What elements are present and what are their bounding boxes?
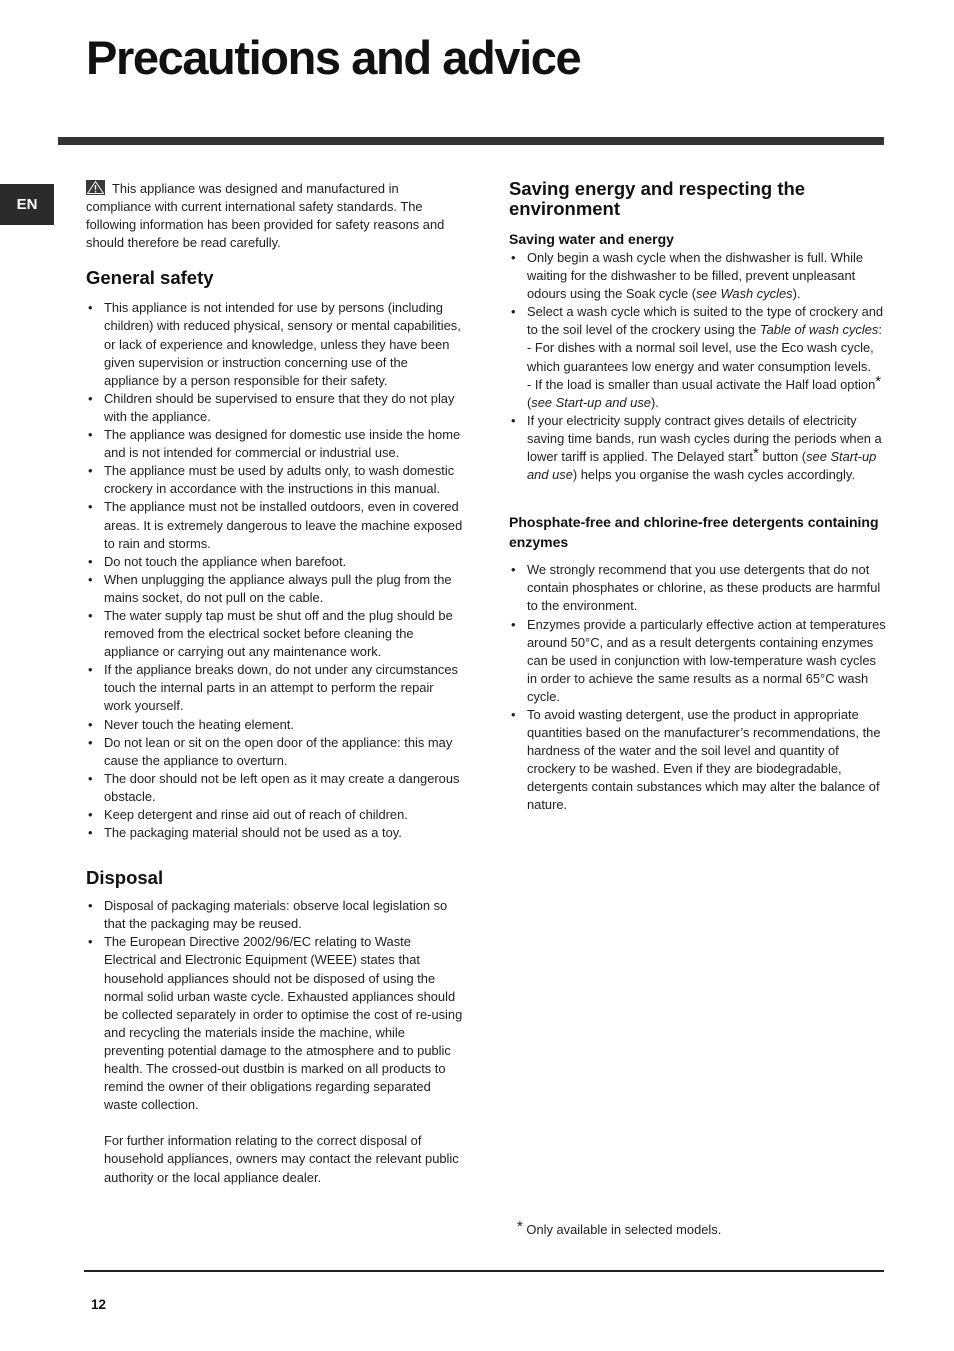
language-tab: EN: [0, 184, 54, 225]
list-item: • This appliance is not intended for use by persons (including children) with reduced physical, sensory or mental capabilities, or lack of experience and knowledge, unless they have been given supervision or instruction concerning use of the appliance by a person responsible for their safety.: [86, 299, 463, 389]
warning-triangle-icon: [86, 180, 105, 195]
footnote-marker: *: [517, 1218, 523, 1235]
list-item: • If the appliance breaks down, do not under any circumstances touch the internal parts in an attempt to perform the repair work yourself.: [86, 661, 463, 715]
item-text: Only begin a wash cycle when the dishwasher is full. While waiting for the dishwasher to be filled, prevent unpleasant odours using the Soak cycle (: [527, 250, 864, 302]
list-item: • The appliance was designed for domestic use inside the home and is not intended for commercial or industrial use.: [86, 426, 463, 462]
footnote-text: Only available in selected models.: [522, 1222, 722, 1237]
item-text: button (: [758, 449, 807, 465]
cross-reference: Table of wash cycles: [759, 322, 879, 338]
list-item: • To avoid wasting detergent, use the product in appropriate quantities based on the manufacturer’s recommendations, the hardness of the water and the soil level and quantity of crockery to be washed. Even if they are biodegradable, detergents contain substances which may alter the balance of nature.: [509, 706, 887, 815]
item-text: :: [878, 322, 882, 338]
list-item: • We strongly recommend that you use detergents that do not contain phosphates or chlorine, as these products are harmful to the environment.: [509, 561, 887, 615]
saving-heading: Saving energy and respecting the environment: [509, 178, 806, 219]
list-item: • The water supply tap must be shut off and the plug should be removed from the electrical socket before cleaning the appliance or carrying out any maintenance work.: [86, 607, 463, 661]
item-text: ).: [650, 394, 659, 410]
disposal-list: [86, 897, 463, 1186]
list-item: • The packaging material should not be used as a toy.: [86, 824, 463, 842]
disposal-further-info: For further information relating to the correct disposal of household appliances, owners may contact the relevant public authority or the local appliance dealer.: [104, 1133, 459, 1185]
header-rule: [58, 137, 884, 145]
item-text: ) helps you organise the wash cycles accordingly.: [572, 467, 855, 483]
footnote: [517, 1218, 722, 1237]
cross-reference: see Start-up and use: [531, 394, 651, 410]
list-item: • Never touch the heating element.: [86, 716, 463, 734]
list-item: • The door should not be left open as it may create a dangerous obstacle.: [86, 770, 463, 806]
disposal-heading: Disposal: [86, 867, 164, 889]
list-item: • Do not lean or sit on the open door of the appliance: this may cause the appliance to overturn.: [86, 734, 463, 770]
list-item: [509, 303, 887, 412]
general-safety-heading: General safety: [86, 267, 214, 289]
intro-text: This appliance was designed and manufactured in compliance with current international safety standards. The following information has been provided for safety reasons and should therefore be read carefully.: [86, 181, 445, 251]
item-text: If your electricity supply contract gives details of electricity saving time bands, run wash cycles during the periods when a lower tariff is applied. The Delayed start: [527, 412, 882, 465]
item-text: - If the load is smaller than usual activate the Half load option: [527, 376, 876, 392]
list-item: [509, 412, 887, 484]
cross-reference: see Wash cycles: [696, 286, 793, 302]
left-column: [86, 180, 463, 1187]
list-item: • Disposal of packaging materials: observe local legislation so that the packaging may be reused.: [86, 897, 463, 933]
right-column: [509, 180, 887, 815]
sub-line: [527, 372, 887, 412]
list-item: • The appliance must not be installed outdoors, even in covered areas. It is extremely dangerous to leave the machine exposed to rain and storms.: [86, 498, 463, 552]
page-title: Precautions and advice: [86, 31, 581, 84]
item-text: (: [527, 394, 532, 410]
water-energy-subheading: Saving water and energy: [509, 231, 674, 247]
detergents-subheading: Phosphate-free and chlorine-free detergents containing enzymes: [509, 514, 879, 551]
list-item: • When unplugging the appliance always pull the plug from the mains socket, do not pull on the cable.: [86, 571, 463, 607]
footer-rule: [84, 1270, 884, 1272]
list-item: • Keep detergent and rinse aid out of reach of children.: [86, 806, 463, 824]
list-item: [86, 933, 463, 1186]
list-item: • Do not touch the appliance when barefoot.: [86, 553, 463, 571]
footnote-marker: *: [752, 445, 759, 463]
cross-reference: see Start-up and use: [527, 449, 877, 483]
water-energy-list: [509, 249, 887, 484]
page-number: 12: [91, 1297, 107, 1312]
list-item: [509, 249, 887, 303]
general-safety-list: [86, 299, 463, 842]
list-item: • Enzymes provide a particularly effective action at temperatures around 50°C, and as a result detergents containing enzymes can be used in conjunction with low-temperature wash cycles in order to achieve the same results as a normal 65°C wash cycle.: [509, 616, 887, 706]
item-text: Select a wash cycle which is suited to the type of crockery and to the soil level of the crockery using the: [527, 304, 884, 338]
footnote-marker: *: [875, 372, 882, 390]
sub-line: - For dishes with a normal soil level, use the Eco wash cycle, which guarantees low energy and water consumption levels.: [527, 340, 874, 374]
item-text: ).: [792, 286, 801, 302]
intro-paragraph: [86, 180, 463, 252]
list-item: • Children should be supervised to ensure that they do not play with the appliance.: [86, 390, 463, 426]
detergents-list: [509, 561, 887, 814]
weee-text: The European Directive 2002/96/EC relating to Waste Electrical and Electronic Equipment (WEEE) states that household appliances should not be disposed of using the normal solid urban waste cycle. Exhausted appliances should be collected separately in order to optimise the cost of re-using and recycling the materials inside the machine, while preventing potential damage to the atmosphere and to public health. The crossed-out dustbin is marked on all products to remind the owner of their obligations regarding separated waste collection.: [104, 934, 463, 1113]
list-item: • The appliance must be used by adults only, to wash domestic crockery in accordance with the instructions in this manual.: [86, 462, 463, 498]
